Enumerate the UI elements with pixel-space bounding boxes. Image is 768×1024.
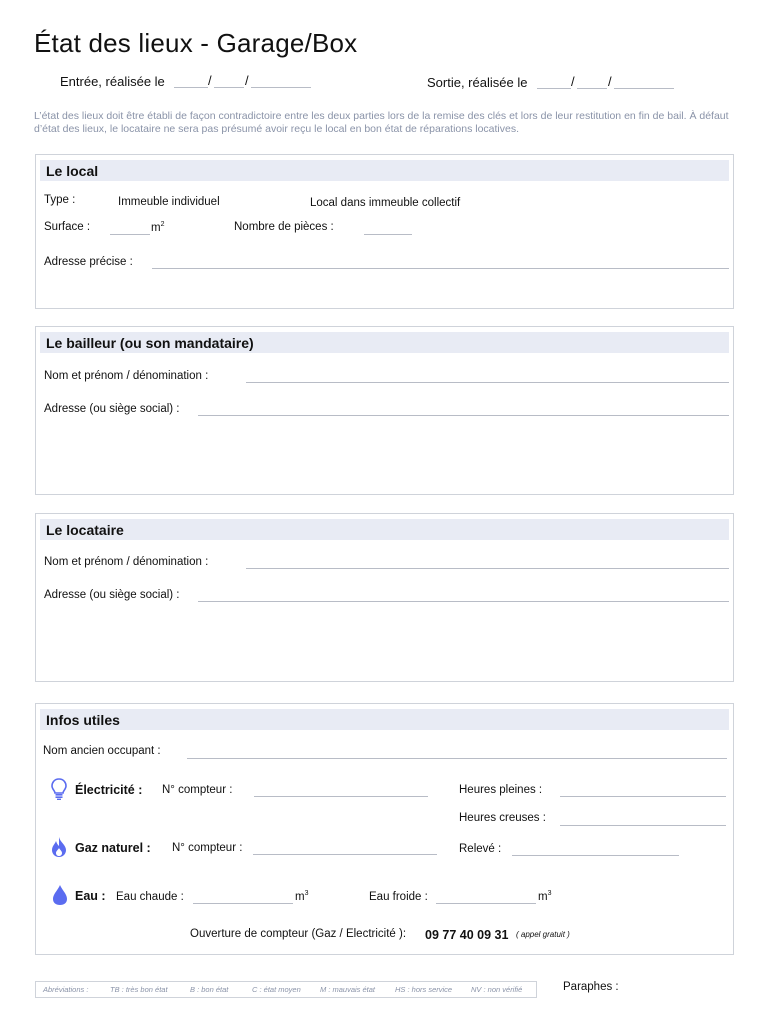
initials-label: Paraphes : <box>563 981 619 993</box>
bailleur-address-field[interactable] <box>198 415 729 416</box>
peak-hours-field[interactable] <box>560 796 726 797</box>
locataire-name-field[interactable] <box>246 568 729 569</box>
abbrev-item: NV : non vérifié <box>471 985 523 994</box>
hot-water-unit: $m^3$ <box>295 890 309 903</box>
cold-water-field[interactable] <box>436 903 536 904</box>
surface-unit: $m^2$ <box>151 221 165 234</box>
elec-meter-field[interactable] <box>254 796 428 797</box>
date-separator: / <box>245 73 249 88</box>
section-header <box>40 519 729 540</box>
entry-year-field[interactable] <box>251 87 311 88</box>
elec-meter-label: N° compteur : <box>162 784 233 796</box>
gas-meter-field[interactable] <box>253 854 437 855</box>
section-bailleur <box>35 326 734 495</box>
former-occupant-field[interactable] <box>187 758 727 759</box>
cold-water-label: Eau froide : <box>369 891 428 903</box>
date-separator: / <box>608 74 612 89</box>
abbreviations-legend <box>35 981 537 998</box>
section-title: Infos utiles <box>46 712 120 728</box>
surface-field[interactable] <box>110 234 150 235</box>
gas-reading-label: Relevé : <box>459 843 502 855</box>
peak-hours-label: Heures pleines : <box>459 784 543 796</box>
section-header <box>40 709 729 730</box>
intro-text: L’état des lieux doit être établi de façon contradictoire entre les deux parties lors de la remise des clés et lors de leur restitution en fin de bail. À défaut d’état des lieux, le locataire ne sera pas présumé avoir reçu le local en bon état de réparations locatives. <box>34 110 729 135</box>
section-title: Le local <box>46 163 99 179</box>
abbrev-item: HS : hors service <box>395 985 453 994</box>
offpeak-hours-field[interactable] <box>560 825 726 826</box>
free-call-note: ( appel gratuit ) <box>516 930 570 939</box>
section-locataire <box>35 513 734 682</box>
bailleur-address-label: Adresse (ou siège social) : <box>44 403 180 415</box>
date-separator: / <box>571 74 575 89</box>
meter-opening-label: Ouverture de compteur (Gaz / Electricité ): <box>190 928 407 940</box>
section-local <box>35 154 734 309</box>
entry-day-field[interactable] <box>174 87 208 88</box>
section-header <box>40 160 729 181</box>
bailleur-name-label: Nom et prénom / dénomination : <box>44 370 209 382</box>
rooms-field[interactable] <box>364 234 412 235</box>
abbrev-item: B : bon état <box>190 985 229 994</box>
gas-label: Gaz naturel : <box>75 841 151 855</box>
date-separator: / <box>208 73 212 88</box>
locataire-name-label: Nom et prénom / dénomination : <box>44 556 209 568</box>
cold-water-unit: $m^3$ <box>538 890 552 903</box>
surface-label: Surface : <box>44 221 91 233</box>
rooms-label: Nombre de pièces : <box>234 221 334 233</box>
locataire-address-label: Adresse (ou siège social) : <box>44 589 180 601</box>
hot-water-label: Eau chaude : <box>116 891 184 903</box>
page-title: État des lieux - Garage/Box <box>34 28 358 58</box>
locataire-address-field[interactable] <box>198 601 729 602</box>
section-title: Le bailleur (ou son mandataire) <box>46 335 254 351</box>
address-field[interactable] <box>152 268 729 269</box>
water-drop-icon <box>51 884 69 906</box>
abbrev-item: C : état moyen <box>252 985 301 994</box>
section-header <box>40 332 729 353</box>
bailleur-name-field[interactable] <box>246 382 729 383</box>
hot-water-field[interactable] <box>193 903 293 904</box>
flame-icon <box>50 836 68 858</box>
abbrev-title: Abréviations : <box>43 985 89 994</box>
lightbulb-icon <box>50 778 68 800</box>
exit-year-field[interactable] <box>614 88 674 89</box>
offpeak-hours-label: Heures creuses : <box>459 812 546 824</box>
section-infos <box>35 703 734 955</box>
entry-month-field[interactable] <box>214 87 244 88</box>
gas-reading-field[interactable] <box>512 855 679 856</box>
exit-day-field[interactable] <box>537 88 571 89</box>
exit-month-field[interactable] <box>577 88 607 89</box>
abbrev-item: TB : très bon état <box>110 985 168 994</box>
meter-opening-phone[interactable]: 09 77 40 09 31 <box>425 928 509 942</box>
electricity-label: Électricité : <box>75 783 143 797</box>
type-option-individual[interactable]: Immeuble individuel <box>118 196 220 208</box>
address-label: Adresse précise : <box>44 256 133 268</box>
former-occupant-label: Nom ancien occupant : <box>43 745 161 757</box>
type-option-collective[interactable]: Local dans immeuble collectif <box>310 197 461 209</box>
type-label: Type : <box>44 194 76 206</box>
gas-meter-label: N° compteur : <box>172 842 243 854</box>
water-label: Eau : <box>75 889 106 903</box>
entry-date-label: Entrée, réalisée le <box>60 74 165 89</box>
abbrev-item: M : mauvais état <box>320 985 376 994</box>
exit-date-label: Sortie, réalisée le <box>427 75 528 90</box>
section-title: Le locataire <box>46 522 124 538</box>
